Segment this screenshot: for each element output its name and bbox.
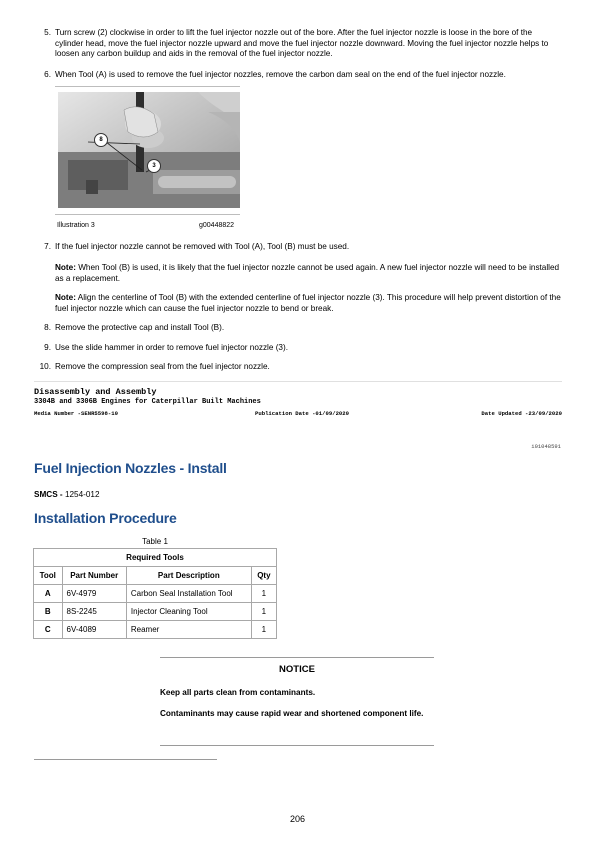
quantity: 1 [251,585,276,603]
document-id: i01048591 [531,443,561,450]
procedure-heading: Installation Procedure [34,510,177,526]
column-header: Tool [34,567,63,585]
column-header: Qty [251,567,276,585]
column-header: Part Description [126,567,251,585]
table-header-row [34,567,277,585]
part-number: 6V-4089 [62,621,126,639]
step-number: 6. [44,70,51,79]
step-number: 7. [44,242,51,251]
column-header: Part Number [62,567,126,585]
notice-line-2: Contaminants may cause rapid wear and shortened component life. [160,709,424,718]
note-2 [55,293,562,314]
date-updated: Date Updated -23/09/2020 [481,410,562,417]
tool-letter: B [34,603,63,621]
footnote-rule [34,759,217,760]
note-text: When Tool (B) is used, it is likely that the fuel injector nozzle cannot be used again. A new fuel injector nozzle will need to be installed as a replacement. [55,263,560,283]
table-title: Required Tools [34,549,277,567]
notice-top-rule [160,657,434,658]
quantity: 1 [251,603,276,621]
part-description: Injector Cleaning Tool [126,603,251,621]
section-title: Disassembly and Assembly [34,387,157,397]
quantity: 1 [251,621,276,639]
table-title-row [34,549,277,567]
tool-letter: C [34,621,63,639]
smcs-value: 1254-012 [64,490,100,499]
engine-photo-graphic [58,92,240,208]
step-text: When Tool (A) is used to remove the fuel injector nozzles, remove the carbon dam seal on the end of the fuel injector nozzle. [55,70,506,79]
table-row [34,621,277,639]
publication-date: Publication Date -01/09/2020 [255,410,349,417]
part-description: Carbon Seal Installation Tool [126,585,251,603]
part-description: Reamer [126,621,251,639]
notice-title: NOTICE [279,664,315,675]
note-text: Align the centerline of Tool (B) with the extended centerline of fuel injector nozzle (3). This procedure will help prevent distortion of the fuel injector nozzle which can cause the fuel injector nozzle to bend or break. [55,293,561,313]
step-number: 10. [39,362,51,371]
step-text: Use the slide hammer in order to remove fuel injector nozzle (3). [55,343,288,352]
step-number: 5. [44,28,51,37]
required-tools-table [33,548,277,639]
part-number: 8S-2245 [62,603,126,621]
note-label: Note: [55,293,76,302]
section-divider [34,381,562,382]
tool-letter: A [34,585,63,603]
step-text: Remove the protective cap and install Tool (B). [55,323,225,332]
step-number: 8. [44,323,51,332]
table-caption: Table 1 [142,537,168,546]
illustration-bottom-rule [55,214,240,215]
illustration-code: g00448822 [199,222,235,229]
table-row [34,603,277,621]
note-label: Note: [55,263,76,272]
illustration-top-rule [55,86,240,87]
step-number: 9. [44,343,51,352]
manual-subtitle: 3304B and 3306B Engines for Caterpillar Built Machines [34,398,261,406]
step-text: Remove the compression seal from the fuel injector nozzle. [55,362,270,371]
callout-3: 3 [147,159,161,173]
page-title: Fuel Injection Nozzles - Install [34,460,227,476]
notice-line-1: Keep all parts clean from contaminants. [160,688,316,697]
step-text: Turn screw (2) clockwise in order to lift the fuel injector nozzle out of the bore. After the fuel injector nozzle is loose in the bore of the cylinder head, move the fuel injector nozzle upward and move the fuel injector nozzle downward. Moving the fuel injector nozzle helps to loosen any carbon buildup and aids in the removal of the fuel injector nozzle. [55,28,549,58]
step-text: If the fuel injector nozzle cannot be removed with Tool (A), Tool (B) must be used. [55,242,350,251]
notice-bottom-rule [160,745,434,746]
illustration-caption: Illustration 3 [57,222,95,229]
page-number: 206 [289,814,306,824]
smcs-label: SMCS - [34,490,65,499]
smcs-line [34,490,100,499]
table-row [34,585,277,603]
callout-8: 8 [94,133,108,147]
part-number: 6V-4979 [62,585,126,603]
note-1 [55,263,562,284]
media-number: Media Number -SENR5598-10 [34,410,118,417]
engine-photo [58,92,240,208]
